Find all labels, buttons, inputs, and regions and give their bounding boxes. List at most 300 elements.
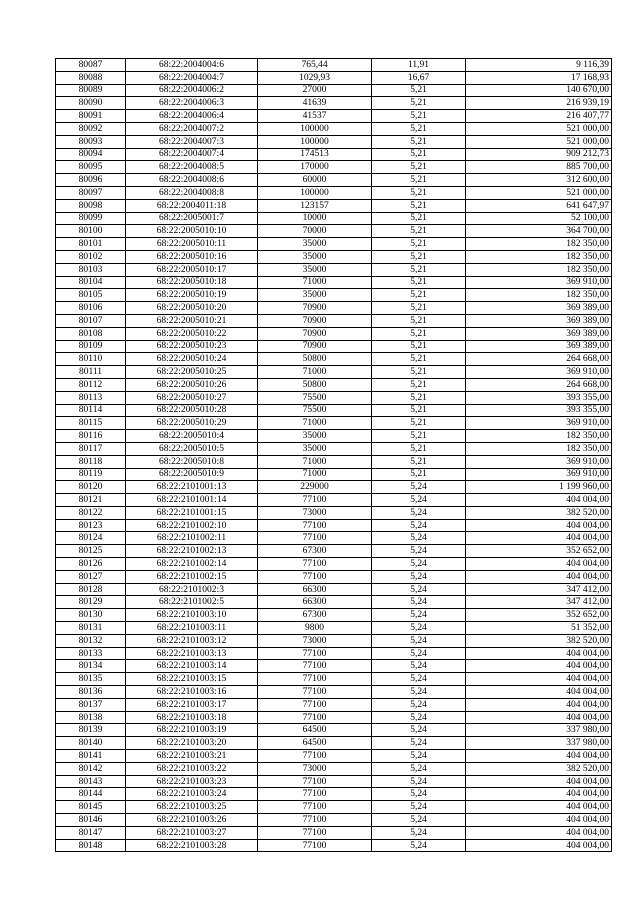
- area-cell: 35000: [258, 263, 372, 276]
- row-number-cell: 80138: [56, 711, 126, 724]
- table-row: [56, 724, 612, 737]
- cadastral-number-cell: 68:22:2101003:20: [126, 737, 258, 750]
- row-number-cell: 80124: [56, 532, 126, 545]
- area-cell: 77100: [258, 519, 372, 532]
- cadastral-value-cell: 347 412,00: [466, 583, 612, 596]
- specific-value-cell: 5,24: [372, 634, 466, 647]
- table-row: [56, 148, 612, 161]
- cadastral-number-cell: 68:22:2005010:26: [126, 378, 258, 391]
- cadastral-number-cell: 68:22:2101001:13: [126, 481, 258, 494]
- area-cell: 765,44: [258, 59, 372, 72]
- table-row: [56, 442, 612, 455]
- specific-value-cell: 5,21: [372, 378, 466, 391]
- cadastral-value-cell: 382 520,00: [466, 762, 612, 775]
- specific-value-cell: 5,24: [372, 814, 466, 827]
- specific-value-cell: 5,24: [372, 711, 466, 724]
- cadastral-number-cell: 68:22:2101003:15: [126, 673, 258, 686]
- cadastral-value-cell: 182 350,00: [466, 430, 612, 443]
- table-row: [56, 506, 612, 519]
- area-cell: 77100: [258, 839, 372, 852]
- specific-value-cell: 5,24: [372, 596, 466, 609]
- row-number-cell: 80108: [56, 327, 126, 340]
- area-cell: 35000: [258, 442, 372, 455]
- row-number-cell: 80121: [56, 494, 126, 507]
- area-cell: 71000: [258, 366, 372, 379]
- specific-value-cell: 5,21: [372, 442, 466, 455]
- area-cell: 75500: [258, 391, 372, 404]
- cadastral-number-cell: 68:22:2005010:29: [126, 417, 258, 430]
- cadastral-number-cell: 68:22:2101001:15: [126, 506, 258, 519]
- table-row: [56, 199, 612, 212]
- row-number-cell: 80088: [56, 71, 126, 84]
- table-row: [56, 366, 612, 379]
- area-cell: 77100: [258, 558, 372, 571]
- table-row: [56, 698, 612, 711]
- area-cell: 77100: [258, 494, 372, 507]
- area-cell: 100000: [258, 186, 372, 199]
- table-row: [56, 225, 612, 238]
- specific-value-cell: 5,24: [372, 801, 466, 814]
- cadastral-value-cell: 369 910,00: [466, 468, 612, 481]
- row-number-cell: 80090: [56, 97, 126, 110]
- table-row: [56, 430, 612, 443]
- row-number-cell: 80110: [56, 353, 126, 366]
- table-row: [56, 545, 612, 558]
- specific-value-cell: 5,21: [372, 186, 466, 199]
- specific-value-cell: 5,21: [372, 199, 466, 212]
- specific-value-cell: 5,21: [372, 417, 466, 430]
- cadastral-number-cell: 68:22:2005010:16: [126, 250, 258, 263]
- specific-value-cell: 5,21: [372, 391, 466, 404]
- cadastral-number-cell: 68:22:2005010:8: [126, 455, 258, 468]
- cadastral-number-cell: 68:22:2101003:18: [126, 711, 258, 724]
- cadastral-number-cell: 68:22:2101003:25: [126, 801, 258, 814]
- table-row: [56, 622, 612, 635]
- table-row: [56, 609, 612, 622]
- cadastral-number-cell: 68:22:2004007:3: [126, 135, 258, 148]
- cadastral-number-cell: 68:22:2005010:28: [126, 404, 258, 417]
- area-cell: 1029,93: [258, 71, 372, 84]
- row-number-cell: 80123: [56, 519, 126, 532]
- area-cell: 10000: [258, 212, 372, 225]
- cadastral-value-cell: 352 652,00: [466, 545, 612, 558]
- cadastral-value-cell: 369 910,00: [466, 417, 612, 430]
- area-cell: 71000: [258, 455, 372, 468]
- cadastral-value-cell: 337 980,00: [466, 737, 612, 750]
- cadastral-value-cell: 17 168,93: [466, 71, 612, 84]
- row-number-cell: 80125: [56, 545, 126, 558]
- cadastral-value-cell: 404 004,00: [466, 660, 612, 673]
- cadastral-number-cell: 68:22:2005010:11: [126, 238, 258, 251]
- cadastral-number-cell: 68:22:2101002:10: [126, 519, 258, 532]
- cadastral-value-cell: 404 004,00: [466, 801, 612, 814]
- row-number-cell: 80128: [56, 583, 126, 596]
- row-number-cell: 80131: [56, 622, 126, 635]
- row-number-cell: 80117: [56, 442, 126, 455]
- cadastral-number-cell: 68:22:2101002:15: [126, 570, 258, 583]
- table-row: [56, 839, 612, 852]
- area-cell: 229000: [258, 481, 372, 494]
- cadastral-number-cell: 68:22:2101002:13: [126, 545, 258, 558]
- row-number-cell: 80130: [56, 609, 126, 622]
- specific-value-cell: 5,21: [372, 174, 466, 187]
- table-row: [56, 110, 612, 123]
- cadastral-number-cell: 68:22:2004008:5: [126, 161, 258, 174]
- row-number-cell: 80104: [56, 276, 126, 289]
- row-number-cell: 80091: [56, 110, 126, 123]
- table-row: [56, 570, 612, 583]
- specific-value-cell: 5,21: [372, 430, 466, 443]
- table-row: [56, 238, 612, 251]
- cadastral-value-cell: 404 004,00: [466, 494, 612, 507]
- cadastral-number-cell: 68:22:2004004:7: [126, 71, 258, 84]
- table-body: [56, 59, 612, 852]
- cadastral-value-cell: 369 389,00: [466, 327, 612, 340]
- table-row: [56, 788, 612, 801]
- table-row: [56, 558, 612, 571]
- area-cell: 64500: [258, 737, 372, 750]
- specific-value-cell: 5,21: [372, 340, 466, 353]
- cadastral-number-cell: 68:22:2004004:6: [126, 59, 258, 72]
- specific-value-cell: 5,21: [372, 314, 466, 327]
- table-row: [56, 634, 612, 647]
- cadastral-number-cell: 68:22:2101003:21: [126, 750, 258, 763]
- specific-value-cell: 5,24: [372, 686, 466, 699]
- cadastral-value-cell: 216 939,19: [466, 97, 612, 110]
- area-cell: 66300: [258, 596, 372, 609]
- table-row: [56, 186, 612, 199]
- cadastral-number-cell: 68:22:2005010:19: [126, 289, 258, 302]
- area-cell: 67300: [258, 609, 372, 622]
- specific-value-cell: 5,24: [372, 826, 466, 839]
- row-number-cell: 80106: [56, 302, 126, 315]
- cadastral-number-cell: 68:22:2005010:5: [126, 442, 258, 455]
- specific-value-cell: 5,21: [372, 302, 466, 315]
- area-cell: 174513: [258, 148, 372, 161]
- specific-value-cell: 5,24: [372, 737, 466, 750]
- area-cell: 70900: [258, 314, 372, 327]
- row-number-cell: 80145: [56, 801, 126, 814]
- cadastral-number-cell: 68:22:2101003:22: [126, 762, 258, 775]
- table-row: [56, 340, 612, 353]
- area-cell: 71000: [258, 417, 372, 430]
- table-row: [56, 814, 612, 827]
- area-cell: 77100: [258, 826, 372, 839]
- row-number-cell: 80103: [56, 263, 126, 276]
- cadastral-value-cell: 404 004,00: [466, 647, 612, 660]
- cadastral-value-cell: 1 199 960,00: [466, 481, 612, 494]
- area-cell: 67300: [258, 545, 372, 558]
- specific-value-cell: 5,21: [372, 148, 466, 161]
- specific-value-cell: 5,21: [372, 250, 466, 263]
- cadastral-value-cell: 404 004,00: [466, 673, 612, 686]
- table-row: [56, 775, 612, 788]
- cadastral-number-cell: 68:22:2101003:14: [126, 660, 258, 673]
- row-number-cell: 80147: [56, 826, 126, 839]
- area-cell: 77100: [258, 532, 372, 545]
- area-cell: 100000: [258, 122, 372, 135]
- cadastral-value-cell: 364 700,00: [466, 225, 612, 238]
- cadastral-value-cell: 140 670,00: [466, 84, 612, 97]
- specific-value-cell: 5,24: [372, 660, 466, 673]
- specific-value-cell: 5,24: [372, 532, 466, 545]
- specific-value-cell: 5,21: [372, 122, 466, 135]
- cadastral-number-cell: 68:22:2101003:11: [126, 622, 258, 635]
- area-cell: 73000: [258, 762, 372, 775]
- table-row: [56, 762, 612, 775]
- area-cell: 77100: [258, 775, 372, 788]
- cadastral-number-cell: 68:22:2004007:4: [126, 148, 258, 161]
- table-row: [56, 71, 612, 84]
- table-row: [56, 481, 612, 494]
- cadastral-number-cell: 68:22:2005010:27: [126, 391, 258, 404]
- table-row: [56, 660, 612, 673]
- table-row: [56, 250, 612, 263]
- cadastral-value-cell: 382 520,00: [466, 634, 612, 647]
- cadastral-number-cell: 68:22:2101003:12: [126, 634, 258, 647]
- cadastral-number-cell: 68:22:2101003:19: [126, 724, 258, 737]
- cadastral-value-cell: 393 355,00: [466, 391, 612, 404]
- cadastral-value-table: [55, 58, 612, 852]
- row-number-cell: 80118: [56, 455, 126, 468]
- row-number-cell: 80135: [56, 673, 126, 686]
- cadastral-value-cell: 521 000,00: [466, 122, 612, 135]
- specific-value-cell: 5,21: [372, 135, 466, 148]
- table-row: [56, 596, 612, 609]
- cadastral-value-cell: 404 004,00: [466, 839, 612, 852]
- cadastral-number-cell: 68:22:2005010:22: [126, 327, 258, 340]
- row-number-cell: 80095: [56, 161, 126, 174]
- cadastral-number-cell: 68:22:2101003:23: [126, 775, 258, 788]
- row-number-cell: 80120: [56, 481, 126, 494]
- table-row: [56, 750, 612, 763]
- row-number-cell: 80133: [56, 647, 126, 660]
- cadastral-number-cell: 68:22:2005010:10: [126, 225, 258, 238]
- row-number-cell: 80134: [56, 660, 126, 673]
- area-cell: 66300: [258, 583, 372, 596]
- table-row: [56, 673, 612, 686]
- cadastral-number-cell: 68:22:2004008:6: [126, 174, 258, 187]
- row-number-cell: 80142: [56, 762, 126, 775]
- cadastral-number-cell: 68:22:2101002:14: [126, 558, 258, 571]
- specific-value-cell: 5,21: [372, 238, 466, 251]
- area-cell: 77100: [258, 814, 372, 827]
- table-row: [56, 583, 612, 596]
- row-number-cell: 80093: [56, 135, 126, 148]
- specific-value-cell: 5,21: [372, 84, 466, 97]
- cadastral-value-cell: 404 004,00: [466, 711, 612, 724]
- area-cell: 77100: [258, 788, 372, 801]
- area-cell: 70900: [258, 340, 372, 353]
- specific-value-cell: 5,24: [372, 750, 466, 763]
- cadastral-value-cell: 369 910,00: [466, 366, 612, 379]
- table-row: [56, 468, 612, 481]
- row-number-cell: 80127: [56, 570, 126, 583]
- specific-value-cell: 5,24: [372, 788, 466, 801]
- cadastral-number-cell: 68:22:2101001:14: [126, 494, 258, 507]
- cadastral-number-cell: 68:22:2005010:25: [126, 366, 258, 379]
- cadastral-number-cell: 68:22:2005010:18: [126, 276, 258, 289]
- cadastral-number-cell: 68:22:2005010:4: [126, 430, 258, 443]
- cadastral-value-cell: 404 004,00: [466, 532, 612, 545]
- cadastral-value-cell: 404 004,00: [466, 686, 612, 699]
- area-cell: 41639: [258, 97, 372, 110]
- row-number-cell: 80126: [56, 558, 126, 571]
- area-cell: 35000: [258, 238, 372, 251]
- table-row: [56, 289, 612, 302]
- specific-value-cell: 5,24: [372, 558, 466, 571]
- area-cell: 35000: [258, 289, 372, 302]
- cadastral-value-cell: 885 700,00: [466, 161, 612, 174]
- cadastral-value-cell: 9 116,39: [466, 59, 612, 72]
- cadastral-number-cell: 68:22:2004011:18: [126, 199, 258, 212]
- row-number-cell: 80099: [56, 212, 126, 225]
- cadastral-value-cell: 264 668,00: [466, 353, 612, 366]
- row-number-cell: 80100: [56, 225, 126, 238]
- area-cell: 77100: [258, 711, 372, 724]
- table-row: [56, 801, 612, 814]
- table-row: [56, 276, 612, 289]
- table-row: [56, 494, 612, 507]
- cadastral-value-cell: 404 004,00: [466, 558, 612, 571]
- cadastral-value-cell: 337 980,00: [466, 724, 612, 737]
- table-row: [56, 737, 612, 750]
- cadastral-number-cell: 68:22:2005010:21: [126, 314, 258, 327]
- specific-value-cell: 5,21: [372, 366, 466, 379]
- cadastral-value-cell: 182 350,00: [466, 289, 612, 302]
- row-number-cell: 80116: [56, 430, 126, 443]
- area-cell: 73000: [258, 634, 372, 647]
- cadastral-value-cell: 312 600,00: [466, 174, 612, 187]
- area-cell: 77100: [258, 660, 372, 673]
- cadastral-value-cell: 404 004,00: [466, 570, 612, 583]
- specific-value-cell: 5,21: [372, 289, 466, 302]
- row-number-cell: 80094: [56, 148, 126, 161]
- row-number-cell: 80112: [56, 378, 126, 391]
- row-number-cell: 80141: [56, 750, 126, 763]
- specific-value-cell: 5,21: [372, 110, 466, 123]
- table-row: [56, 391, 612, 404]
- table-row: [56, 135, 612, 148]
- specific-value-cell: 5,21: [372, 97, 466, 110]
- specific-value-cell: 11,91: [372, 59, 466, 72]
- cadastral-number-cell: 68:22:2005001:7: [126, 212, 258, 225]
- row-number-cell: 80143: [56, 775, 126, 788]
- row-number-cell: 80119: [56, 468, 126, 481]
- row-number-cell: 80101: [56, 238, 126, 251]
- area-cell: 170000: [258, 161, 372, 174]
- cadastral-value-cell: 404 004,00: [466, 826, 612, 839]
- row-number-cell: 80089: [56, 84, 126, 97]
- specific-value-cell: 5,24: [372, 519, 466, 532]
- cadastral-number-cell: 68:22:2004007:2: [126, 122, 258, 135]
- row-number-cell: 80114: [56, 404, 126, 417]
- row-number-cell: 80109: [56, 340, 126, 353]
- row-number-cell: 80137: [56, 698, 126, 711]
- cadastral-value-cell: 51 352,00: [466, 622, 612, 635]
- cadastral-value-cell: 521 000,00: [466, 186, 612, 199]
- cadastral-value-cell: 182 350,00: [466, 250, 612, 263]
- cadastral-number-cell: 68:22:2005010:23: [126, 340, 258, 353]
- area-cell: 64500: [258, 724, 372, 737]
- table-row: [56, 353, 612, 366]
- row-number-cell: 80087: [56, 59, 126, 72]
- area-cell: 27000: [258, 84, 372, 97]
- cadastral-number-cell: 68:22:2101003:13: [126, 647, 258, 660]
- specific-value-cell: 5,21: [372, 327, 466, 340]
- row-number-cell: 80105: [56, 289, 126, 302]
- cadastral-number-cell: 68:22:2101003:16: [126, 686, 258, 699]
- table-row: [56, 263, 612, 276]
- area-cell: 77100: [258, 801, 372, 814]
- table-row: [56, 59, 612, 72]
- row-number-cell: 80139: [56, 724, 126, 737]
- table-row: [56, 686, 612, 699]
- area-cell: 35000: [258, 430, 372, 443]
- cadastral-value-cell: 182 350,00: [466, 263, 612, 276]
- row-number-cell: 80097: [56, 186, 126, 199]
- cadastral-value-cell: 182 350,00: [466, 238, 612, 251]
- specific-value-cell: 5,24: [372, 647, 466, 660]
- area-cell: 70000: [258, 225, 372, 238]
- row-number-cell: 80092: [56, 122, 126, 135]
- cadastral-number-cell: 68:22:2004006:4: [126, 110, 258, 123]
- table-row: [56, 302, 612, 315]
- area-cell: 71000: [258, 468, 372, 481]
- cadastral-number-cell: 68:22:2005010:17: [126, 263, 258, 276]
- table-row: [56, 532, 612, 545]
- table-row: [56, 314, 612, 327]
- table-row: [56, 647, 612, 660]
- cadastral-value-cell: 404 004,00: [466, 750, 612, 763]
- cadastral-value-cell: 347 412,00: [466, 596, 612, 609]
- cadastral-number-cell: 68:22:2101003:27: [126, 826, 258, 839]
- specific-value-cell: 5,21: [372, 161, 466, 174]
- table-row: [56, 417, 612, 430]
- area-cell: 35000: [258, 250, 372, 263]
- cadastral-number-cell: 68:22:2101003:17: [126, 698, 258, 711]
- table-row: [56, 826, 612, 839]
- cadastral-value-cell: 404 004,00: [466, 814, 612, 827]
- cadastral-number-cell: 68:22:2005010:20: [126, 302, 258, 315]
- cadastral-value-cell: 182 350,00: [466, 442, 612, 455]
- row-number-cell: 80107: [56, 314, 126, 327]
- area-cell: 73000: [258, 506, 372, 519]
- table-row: [56, 455, 612, 468]
- cadastral-number-cell: 68:22:2101002:11: [126, 532, 258, 545]
- specific-value-cell: 5,24: [372, 762, 466, 775]
- cadastral-value-cell: 404 004,00: [466, 788, 612, 801]
- table-row: [56, 212, 612, 225]
- cadastral-value-cell: 369 389,00: [466, 314, 612, 327]
- cadastral-number-cell: 68:22:2004008:8: [126, 186, 258, 199]
- specific-value-cell: 5,21: [372, 263, 466, 276]
- table-row: [56, 161, 612, 174]
- row-number-cell: 80146: [56, 814, 126, 827]
- area-cell: 77100: [258, 673, 372, 686]
- table-row: [56, 404, 612, 417]
- row-number-cell: 80115: [56, 417, 126, 430]
- cadastral-value-cell: 369 910,00: [466, 455, 612, 468]
- cadastral-value-cell: 369 389,00: [466, 340, 612, 353]
- specific-value-cell: 5,21: [372, 455, 466, 468]
- specific-value-cell: 5,24: [372, 673, 466, 686]
- row-number-cell: 80122: [56, 506, 126, 519]
- table-row: [56, 84, 612, 97]
- area-cell: 70900: [258, 302, 372, 315]
- specific-value-cell: 5,24: [372, 775, 466, 788]
- area-cell: 77100: [258, 647, 372, 660]
